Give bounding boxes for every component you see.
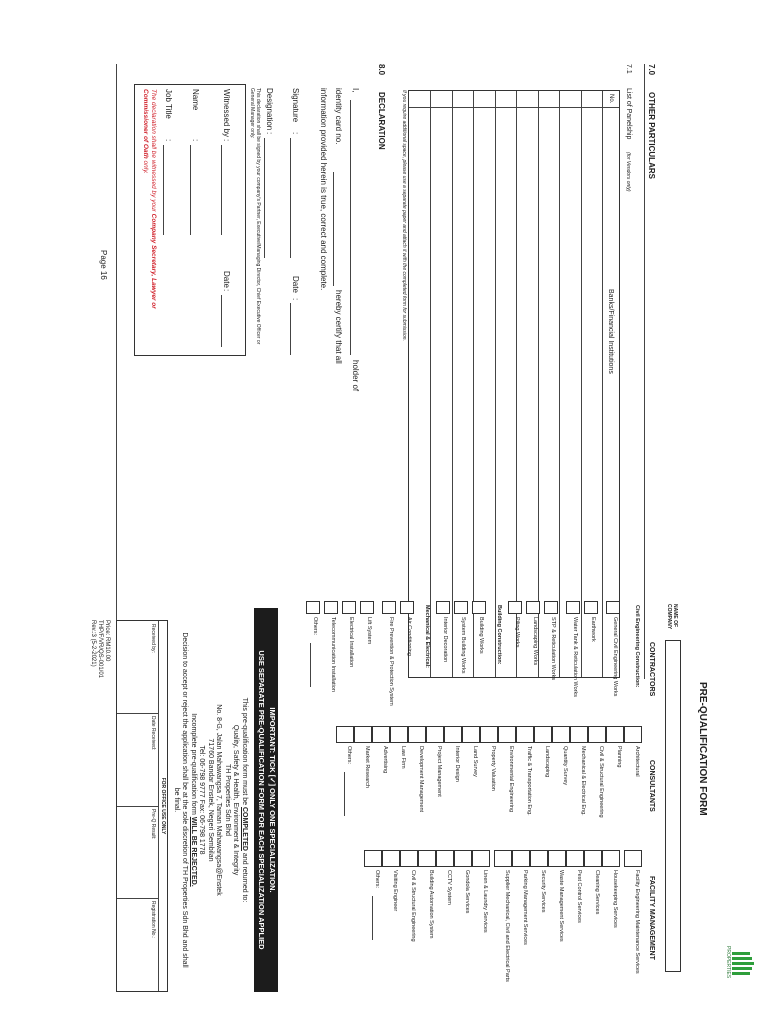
colon: : xyxy=(222,139,231,142)
identity-card-label: identity card no. xyxy=(334,88,343,145)
colon: : xyxy=(191,139,200,142)
specialization-checkbox[interactable] xyxy=(544,601,558,614)
specialization-label: Fire Prevention & Protection System xyxy=(388,617,394,706)
others-specify-line[interactable] xyxy=(344,772,345,816)
specialization-option[interactable] xyxy=(589,726,607,836)
revision-label: Rev.:3 (5-2-2021) xyxy=(90,620,96,667)
return-instructions xyxy=(172,608,249,992)
logo-bar xyxy=(732,972,750,975)
others-specify-line[interactable] xyxy=(310,643,311,687)
specialization-label: Electrical Installation xyxy=(348,617,354,668)
specialization-checkbox[interactable] xyxy=(336,726,354,743)
specialization-label: Advertising xyxy=(382,746,388,774)
specialization-checkbox[interactable] xyxy=(512,850,530,867)
specialization-option[interactable] xyxy=(383,850,401,990)
specialization-option[interactable] xyxy=(541,601,559,716)
address-line-3: No. 8-G, Jalan Mahawangsa 7, Taman Mahawangsa@Enstek xyxy=(215,704,223,896)
specialization-checkbox[interactable] xyxy=(372,726,390,743)
specialization-option[interactable] xyxy=(409,726,427,836)
specialization-option[interactable] xyxy=(373,726,391,836)
specialization-checkbox[interactable] xyxy=(390,726,408,743)
office-use-table xyxy=(116,620,168,992)
specialization-label: Water Tank & Reticulation Works xyxy=(572,617,578,697)
specialization-label: Landscaping xyxy=(544,746,550,778)
specialization-label: Building Automation System xyxy=(428,870,434,939)
price-label: Price: RM10.00 xyxy=(104,620,110,662)
witness-signature-line xyxy=(221,145,222,235)
specialization-option[interactable] xyxy=(437,850,455,990)
contractors-header: CONTRACTORS xyxy=(648,642,655,697)
specialization-checkbox[interactable] xyxy=(382,601,396,614)
witnessed-by-label: Witnessed by xyxy=(222,89,231,138)
specialization-option[interactable] xyxy=(445,726,463,836)
specialization-checkbox[interactable] xyxy=(624,726,642,743)
specialization-option[interactable] xyxy=(487,601,505,716)
specialization-option[interactable] xyxy=(499,726,517,836)
specialization-option[interactable] xyxy=(505,601,523,716)
specialization-option[interactable] xyxy=(469,601,487,716)
date-label: Date xyxy=(291,276,300,293)
specialization-option[interactable] xyxy=(621,850,643,990)
specialization-option[interactable] xyxy=(523,601,541,716)
important-banner xyxy=(254,608,278,992)
logo-bar xyxy=(732,957,752,960)
colon: : xyxy=(265,132,274,135)
item-7-1-note: (for Vendors only) xyxy=(625,152,631,192)
th-properties-logo xyxy=(724,946,754,982)
specialization-checkbox[interactable] xyxy=(548,850,566,867)
specialization-option[interactable] xyxy=(415,601,433,716)
specialization-checkbox[interactable] xyxy=(588,726,606,743)
item-7-1-title: List of Panelship xyxy=(625,88,632,140)
specialization-checkbox[interactable] xyxy=(472,850,490,867)
specialization-label: Others: xyxy=(312,617,318,636)
incomplete-emphasis: WILL BE REJECTED. xyxy=(190,816,197,887)
specialization-option[interactable] xyxy=(603,850,621,990)
specialization-label: STP & Reticulation Works xyxy=(550,617,556,681)
office-use-header: FOR OFFICE USE ONLY xyxy=(160,777,166,835)
specialization-label: Property Valuation xyxy=(490,746,496,791)
specialization-checkbox[interactable] xyxy=(418,850,436,867)
specialization-label: Traffic & Transportation Eng. xyxy=(526,746,532,816)
ref-code: THP/F/VR/QS-001/01 xyxy=(97,620,103,679)
specialization-checkbox[interactable] xyxy=(508,601,522,614)
specialization-label: Gondola Services xyxy=(464,870,470,914)
witness-note xyxy=(141,89,157,351)
specialization-option[interactable] xyxy=(433,601,451,716)
logo-text: PROPERTIES xyxy=(725,946,731,979)
specialization-label: Civil & Structural Engineering xyxy=(410,870,416,942)
specialization-label: Earthwork xyxy=(590,617,596,642)
incomplete-start: Incomplete pre-qualification form xyxy=(190,713,197,815)
specialization-checkbox[interactable] xyxy=(364,850,382,867)
specialization-label: Landscaping Works xyxy=(532,617,538,666)
specialization-checkbox[interactable] xyxy=(498,726,516,743)
declaration-i: I, xyxy=(351,88,360,93)
colon: : xyxy=(291,298,300,301)
page-number: Page 16 xyxy=(99,250,108,280)
specialization-label: Lift System xyxy=(366,617,372,645)
office-received-by: Received by: xyxy=(150,624,156,653)
section-7-title: OTHER PARTICULARS xyxy=(647,92,656,179)
specialization-option[interactable] xyxy=(535,726,553,836)
section-7-number: 7.0 xyxy=(647,64,656,76)
specialization-label: Facility Engineering Maintenance Services xyxy=(634,870,640,974)
decision-note: Decision to accept or reject the application shall be at the sole discretion of TH Properties Sdn Bhd and shall be final. xyxy=(173,632,189,968)
address-line-2: TH Properties Sdn Bhd xyxy=(224,764,231,836)
identity-card-line xyxy=(333,172,334,286)
incomplete-line xyxy=(189,608,198,992)
specialization-checkbox[interactable] xyxy=(584,601,598,614)
designation-label: Designation xyxy=(265,88,274,131)
designation-line xyxy=(264,138,265,258)
specialization-option[interactable] xyxy=(455,850,473,990)
specialization-checkbox[interactable] xyxy=(566,601,580,614)
company-name-field[interactable] xyxy=(665,640,681,972)
returned-line xyxy=(240,608,249,992)
specialization-option[interactable] xyxy=(357,601,375,716)
table-footnote: If you require additional space, please use a separate paper and attach it with the completed form for submission. xyxy=(401,90,407,341)
consultants-header: CONSULTANTS xyxy=(648,760,655,812)
designation-note: This declaration shall be signed by your company's Partner, Executive/Managing Director, Chief Executive Officer or General Manager only. xyxy=(249,88,261,345)
specialization-label: Law Firm xyxy=(400,746,406,769)
specialization-option[interactable] xyxy=(517,726,535,836)
specialization-checkbox[interactable] xyxy=(400,850,418,867)
specialization-option[interactable] xyxy=(401,850,419,990)
office-col-divider xyxy=(117,713,159,714)
specialization-label: Cleaning Services xyxy=(594,870,600,915)
specialization-label: Mechanical & Electrical Eng. xyxy=(580,746,586,816)
witness-job-title-label: Job Title xyxy=(164,89,173,119)
specialization-label: Air Conditioning xyxy=(406,617,412,656)
specialization-option[interactable] xyxy=(513,850,531,990)
specialization-label: Linen & Laundry Services xyxy=(482,870,488,933)
specialization-label: Housekeeping Services xyxy=(612,870,618,928)
witness-note-start: The declaration shall be witnessed by your xyxy=(150,89,157,212)
specialization-option[interactable] xyxy=(473,850,491,990)
holder-of-label: holder of xyxy=(351,360,360,392)
specialization-option[interactable] xyxy=(553,726,571,836)
specialization-option[interactable] xyxy=(571,726,589,836)
specialization-label: Waste Management Services xyxy=(558,870,564,942)
declarant-name-line xyxy=(350,100,351,355)
specialization-checkbox[interactable] xyxy=(552,726,570,743)
banner-line-2: USE SEPARATE PRE-QUALIFICATION FORM FOR EACH SPECIALIZATION APPLIED xyxy=(257,650,266,950)
specialization-checkbox[interactable] xyxy=(516,726,534,743)
specialization-checkbox[interactable] xyxy=(354,726,372,743)
specialization-label: Visiting Engineer xyxy=(392,870,398,912)
signature-date-line xyxy=(290,303,291,355)
specialization-checkbox[interactable] xyxy=(570,726,588,743)
specialization-label: Civil & Structural Engineering xyxy=(598,746,604,818)
specialization-label: Security Services xyxy=(540,870,546,913)
returned-start: This pre-qualification form must be xyxy=(241,697,248,806)
specialization-label: CCTV System xyxy=(446,870,452,905)
specialization-label: Telecommunication Installation xyxy=(330,617,336,692)
logo-bar xyxy=(732,962,754,965)
office-col-divider xyxy=(117,898,159,899)
specialization-label: Others: xyxy=(346,746,352,765)
form-reference xyxy=(89,620,110,678)
table-header-no: No. xyxy=(608,94,614,104)
specialization-checkbox[interactable] xyxy=(342,601,356,614)
specialization-label: System Building Works xyxy=(460,617,466,674)
specialization-option[interactable] xyxy=(419,850,437,990)
returned-emphasis: COMPLETED xyxy=(241,807,248,851)
colon: : xyxy=(164,139,173,142)
specialization-checkbox[interactable] xyxy=(606,726,624,743)
specialization-label: Parking Management Services xyxy=(522,870,528,945)
right-page xyxy=(0,512,768,1024)
specialization-checkbox[interactable] xyxy=(462,726,480,743)
specialization-checkbox[interactable] xyxy=(426,726,444,743)
table-divider xyxy=(409,107,619,108)
specialization-option[interactable] xyxy=(559,601,581,716)
specialization-label: Building Works xyxy=(478,617,484,654)
facility-header: FACILITY MANAGEMENT xyxy=(648,876,655,960)
specialization-checkbox[interactable] xyxy=(408,726,426,743)
signature-line xyxy=(290,138,291,258)
logo-bar xyxy=(732,967,752,970)
specialization-label: Quantity Survey xyxy=(562,746,568,786)
specialization-label: Others: xyxy=(374,870,380,889)
section-8-title: DECLARATION xyxy=(377,92,386,150)
specialization-option[interactable] xyxy=(397,601,415,716)
address-line-5: Tel: 06-798 9777 Fax: 06-798 1778 xyxy=(198,745,206,855)
specialization-option[interactable] xyxy=(303,601,321,716)
specialization-checkbox[interactable] xyxy=(472,601,486,614)
specialization-group-label: Civil Engineering Construction: xyxy=(634,605,640,688)
hereby-certify-label: hereby certify that all xyxy=(334,290,343,364)
specialization-label: Market Research xyxy=(364,746,370,788)
witness-note-end: only. xyxy=(142,160,149,174)
specialization-checkbox[interactable] xyxy=(526,601,540,614)
specialization-group-label: Building Construction: xyxy=(496,605,502,665)
logo-bar xyxy=(732,952,750,955)
witness-note-emphasis: Company Secretary, Lawyer or Commissioner of Oath xyxy=(142,89,157,309)
specialization-checkbox[interactable] xyxy=(400,601,414,614)
specialization-checkbox[interactable] xyxy=(530,850,548,867)
returned-end: and returned to: xyxy=(241,852,248,903)
address-line-4: 71760 Bandar Enstek, Negeri Sembilan xyxy=(207,738,214,862)
witness-name-label: Name xyxy=(191,89,200,111)
specialization-checkbox[interactable] xyxy=(382,850,400,867)
company-name-label: NAME OF COMPANY xyxy=(666,604,678,630)
specialization-option[interactable] xyxy=(321,601,339,716)
specialization-label: Development Management xyxy=(418,746,424,813)
specialization-option[interactable] xyxy=(337,726,355,836)
section-8-number: 8.0 xyxy=(377,64,386,76)
witness-box xyxy=(134,84,246,356)
specialization-label: General Civil Engineering Works xyxy=(612,617,618,697)
specialization-option[interactable] xyxy=(375,601,397,716)
colon: : xyxy=(291,132,300,135)
specialization-option[interactable] xyxy=(625,726,643,836)
specialization-option[interactable] xyxy=(391,726,409,836)
specialization-checkbox[interactable] xyxy=(566,850,584,867)
banner-line-1: IMPORTANT: TICK [✓] ONLY ONE SPECIALIZATION. xyxy=(268,707,277,893)
specialization-checkbox[interactable] xyxy=(624,850,642,867)
specialization-label: Interior Design xyxy=(454,746,460,782)
witness-name-line xyxy=(190,145,191,235)
specialization-option[interactable] xyxy=(531,850,549,990)
item-7-1-number: 7.1 xyxy=(625,64,632,74)
specialization-label: Supplier Mechanical, Civil and Electrical Parts xyxy=(504,870,510,982)
specialization-label: Land Survey xyxy=(472,746,478,777)
specialization-checkbox[interactable] xyxy=(324,601,338,614)
specialization-checkbox[interactable] xyxy=(436,850,454,867)
specialization-checkbox[interactable] xyxy=(480,726,498,743)
specialization-checkbox[interactable] xyxy=(584,850,602,867)
office-registration-no: Registration No.: xyxy=(150,901,156,939)
specialization-option[interactable] xyxy=(463,726,481,836)
witness-job-title-line xyxy=(163,145,164,235)
address-line-1: Quality, Safety & Health, Environment & Integrity xyxy=(232,724,240,876)
specialization-checkbox[interactable] xyxy=(436,601,450,614)
specialization-option[interactable] xyxy=(549,850,567,990)
office-date-received: Date Received: xyxy=(150,716,156,751)
signature-label: Signature xyxy=(291,88,300,123)
specialization-checkbox[interactable] xyxy=(454,850,472,867)
witness-date-line xyxy=(221,295,222,347)
specialization-option[interactable] xyxy=(365,850,383,990)
specialization-option[interactable] xyxy=(355,726,373,836)
specialization-label: Planning xyxy=(616,746,622,768)
specialization-option[interactable] xyxy=(451,601,469,716)
specialization-option[interactable] xyxy=(427,726,445,836)
witness-date-label: Date xyxy=(222,271,231,288)
specialization-option[interactable] xyxy=(481,726,499,836)
specialization-option[interactable] xyxy=(585,850,603,990)
specialization-option[interactable] xyxy=(567,850,585,990)
specialization-option[interactable] xyxy=(491,850,513,990)
specialization-checkbox[interactable] xyxy=(306,601,320,614)
specialization-option[interactable] xyxy=(607,726,625,836)
office-col-divider xyxy=(117,806,159,807)
specialization-label: Environmental Engineering xyxy=(508,746,514,813)
specialization-checkbox[interactable] xyxy=(606,601,620,614)
specialization-checkbox[interactable] xyxy=(602,850,620,867)
specialization-option[interactable] xyxy=(599,601,621,716)
colon: : xyxy=(222,289,231,292)
others-specify-line[interactable] xyxy=(372,896,373,940)
specialization-label: Project Management xyxy=(436,746,442,797)
specialization-label: Piling Works xyxy=(514,617,520,648)
form-title: PRE-QUALIFICATION FORM xyxy=(697,682,708,816)
specialization-label: Pest Control Services xyxy=(576,870,582,923)
office-preq-result: Pre-Q Result: xyxy=(150,809,156,840)
specialization-option[interactable] xyxy=(621,601,643,716)
specialization-checkbox[interactable] xyxy=(454,601,468,614)
specialization-checkbox[interactable] xyxy=(360,601,374,614)
specialization-option[interactable] xyxy=(581,601,599,716)
information-statement: information provided herein is true, correct and complete. xyxy=(319,88,328,291)
specialization-group-label: Mechanical & Electrical: xyxy=(424,605,430,668)
specialization-checkbox[interactable] xyxy=(494,850,512,867)
table-header-banks: Banks/Financial Institutions xyxy=(607,289,614,374)
specialization-checkbox[interactable] xyxy=(444,726,462,743)
specialization-label: Interior Decoration xyxy=(442,617,448,663)
specialization-label: Architectural xyxy=(634,746,640,777)
specialization-checkbox[interactable] xyxy=(534,726,552,743)
specialization-option[interactable] xyxy=(339,601,357,716)
